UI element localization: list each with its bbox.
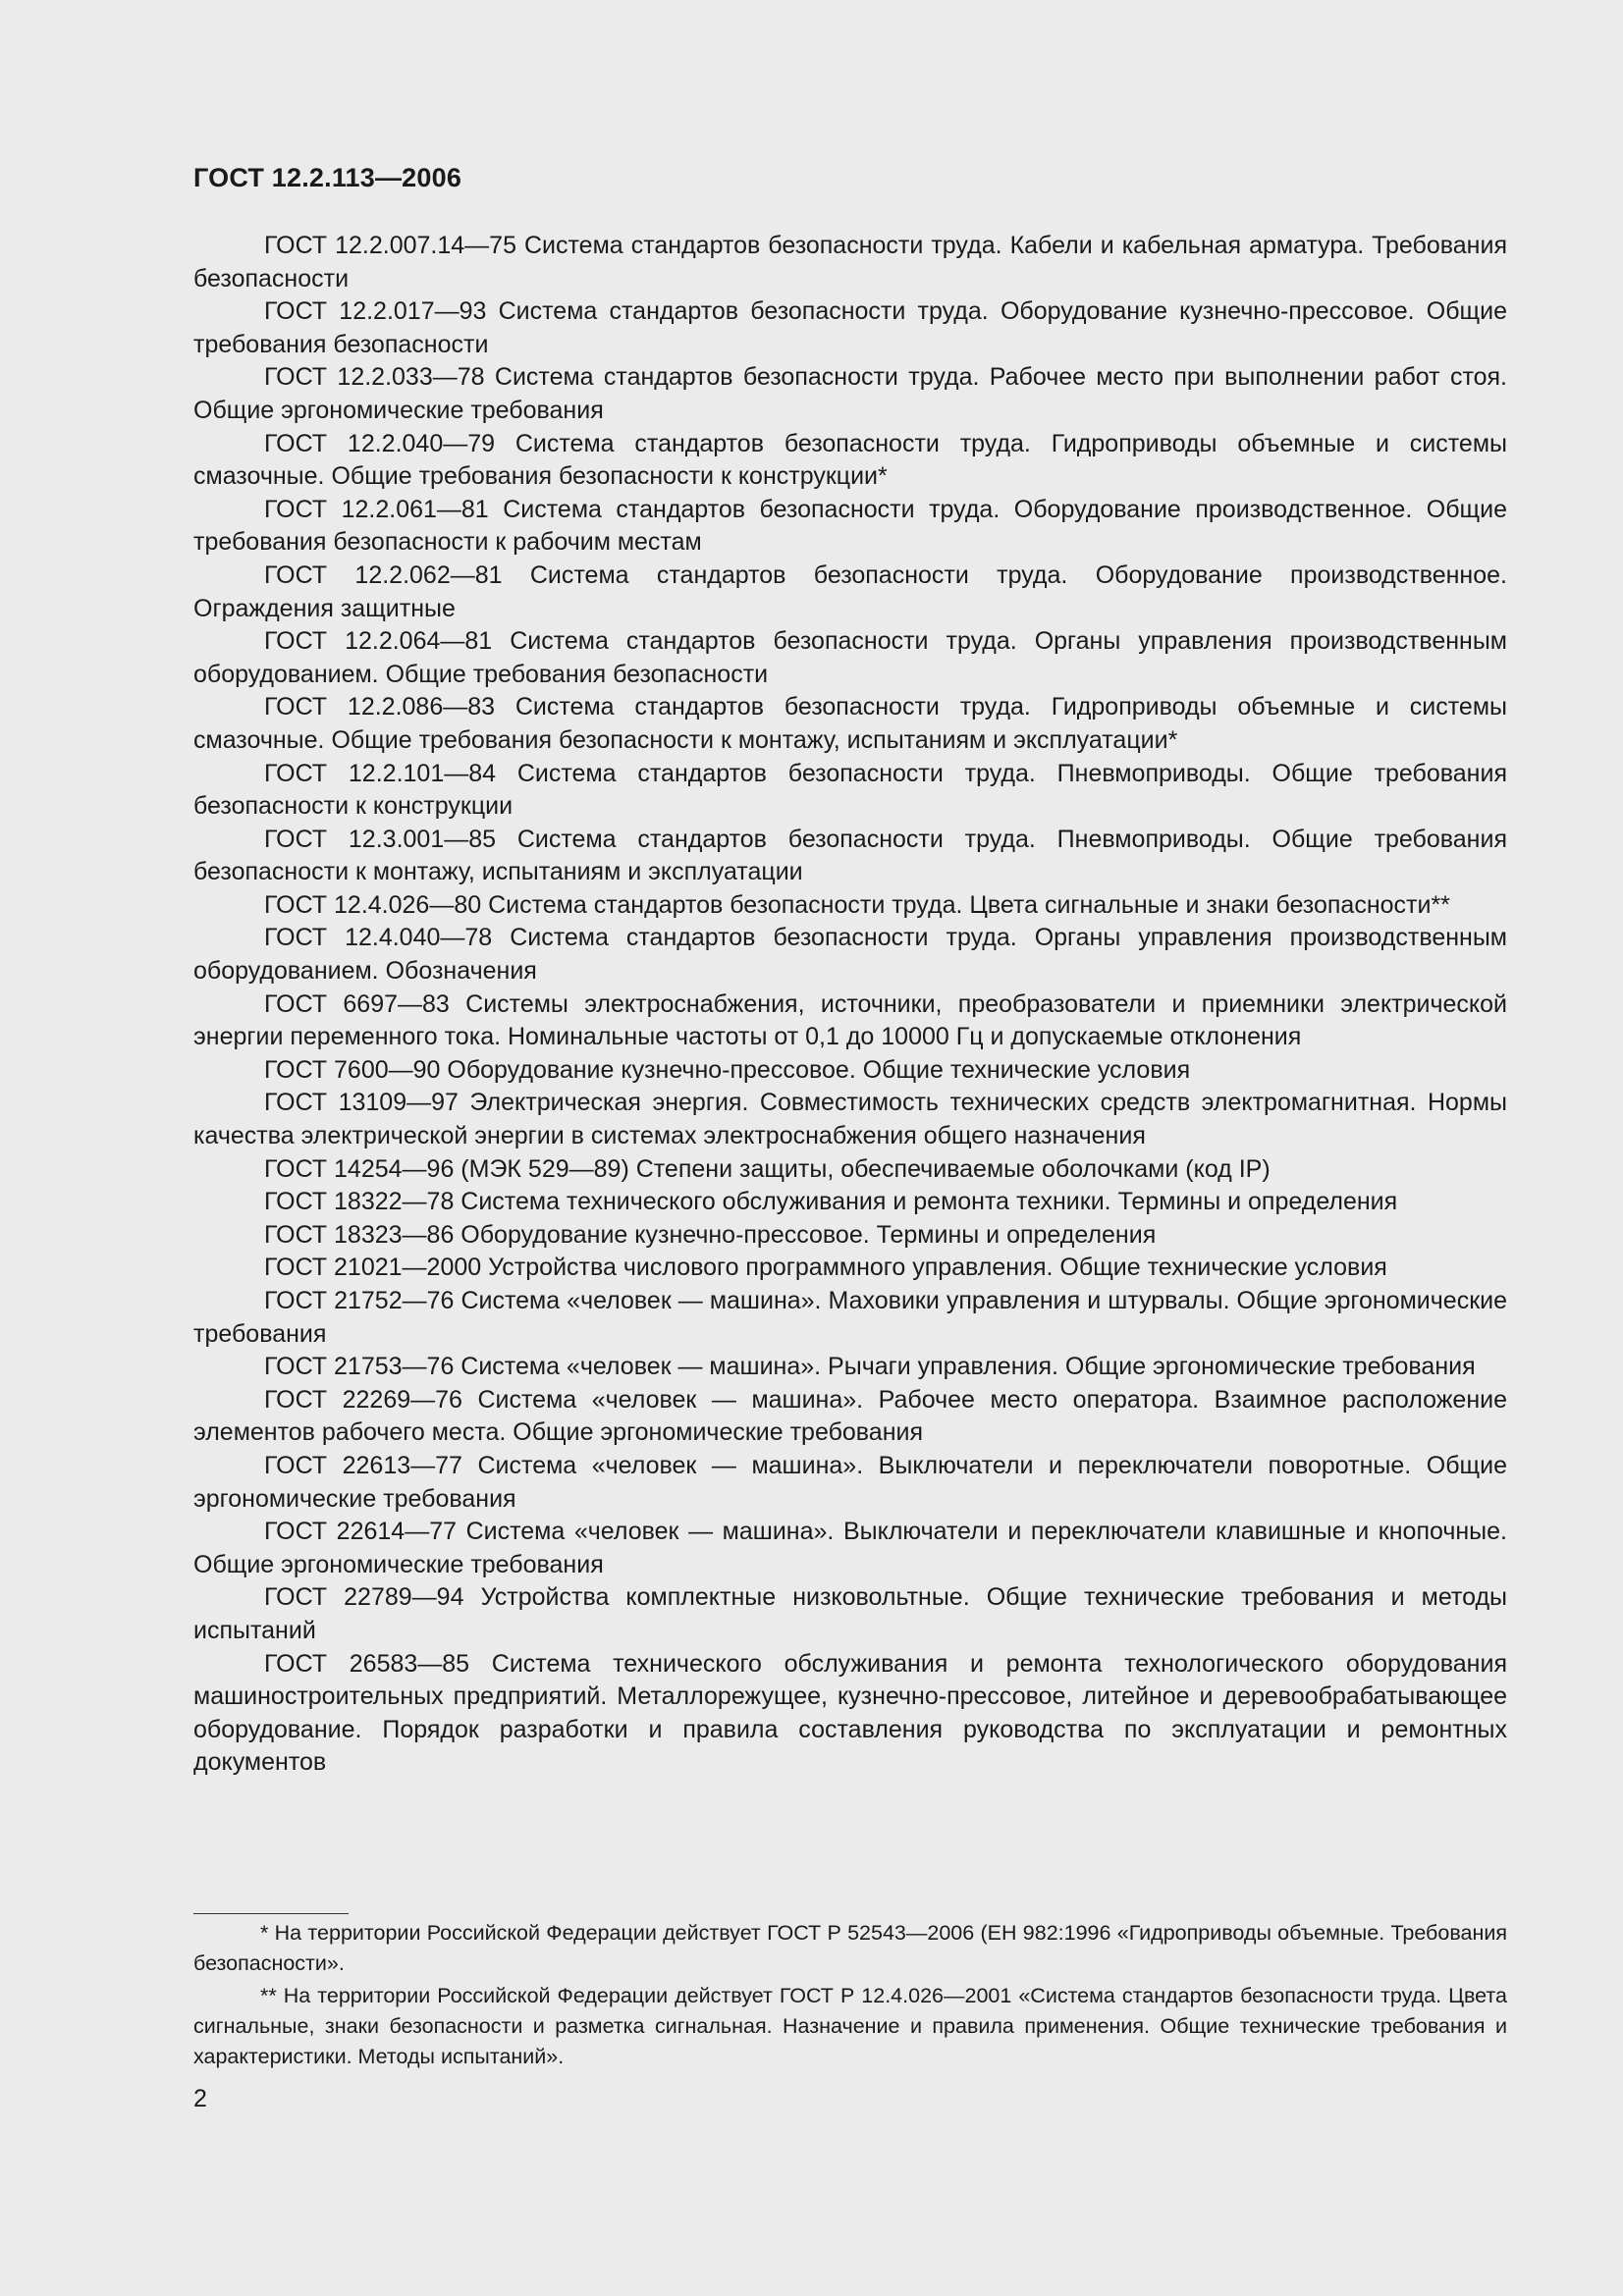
reference-item: ГОСТ 12.2.007.14—75 Система стандартов безопасности труда. Кабели и кабельная арматура. Требования безопасности — [193, 232, 1507, 293]
reference-item: ГОСТ 12.2.062—81 Система стандартов безопасности труда. Оборудование производственное. Ограждения защитные — [193, 561, 1507, 622]
reference-item: ГОСТ 12.2.101—84 Система стандартов безопасности труда. Пневмоприводы. Общие требования безопасности к конструкции — [193, 759, 1507, 821]
reference-item: ГОСТ 22789—94 Устройства комплектные низковольтные. Общие технические требования и методы испытаний — [193, 1583, 1507, 1644]
reference-item: ГОСТ 21753—76 Система «человек — машина». Рычаги управления. Общие эргономические требования — [264, 1353, 1476, 1381]
normative-references-list — [193, 230, 1507, 1780]
reference-item: ГОСТ 12.4.040—78 Система стандартов безопасности труда. Органы управления производственным оборудованием. Обозначения — [193, 924, 1507, 986]
reference-item: ГОСТ 12.2.061—81 Система стандартов безопасности труда. Оборудование производственное. Общие требования безопасности к рабочим местам — [193, 495, 1507, 557]
reference-item: ГОСТ 12.4.026—80 Система стандартов безопасности труда. Цвета сигнальные и знаки безопасности** — [264, 890, 1450, 919]
reference-item: ГОСТ 12.2.040—79 Система стандартов безопасности труда. Гидроприводы объемные и системы смазочные. Общие требования безопасности к конструкции* — [193, 429, 1507, 491]
reference-item: ГОСТ 13109—97 Электрическая энергия. Совместимость технических средств электромагнитная. Нормы качества электрической энергии в системах электроснабжения общего назначения — [193, 1089, 1507, 1150]
reference-item: ГОСТ 12.3.001—85 Система стандартов безопасности труда. Пневмоприводы. Общие требования безопасности к монтажу, испытаниям и эксплуатации — [193, 825, 1507, 886]
reference-item: ГОСТ 22614—77 Система «человек — машина». Выключатели и переключатели клавишные и кнопочные. Общие эргономические требования — [193, 1518, 1507, 1578]
footnote-item: * На территории Российской Федерации действует ГОСТ Р 52543—2006 (ЕН 982:1996 «Гидроприводы объемные. Требования безопасности». — [193, 1921, 1507, 1975]
page-number: 2 — [193, 2085, 207, 2112]
footnotes — [193, 1918, 1507, 2074]
reference-item: ГОСТ 12.2.017—93 Система стандартов безопасности труда. Оборудование кузнечно-прессовое. Общие требования безопасности — [193, 297, 1507, 358]
reference-item: ГОСТ 12.2.064—81 Система стандартов безопасности труда. Органы управления производственным оборудованием. Общие требования безопасности — [193, 627, 1507, 688]
reference-item: ГОСТ 21752—76 Система «человек — машина». Маховики управления и штурвалы. Общие эргономические требования — [193, 1287, 1507, 1348]
reference-item: ГОСТ 22269—76 Система «человек — машина». Рабочее место оператора. Взаимное расположение элементов рабочего места. Общие эргономические требования — [193, 1385, 1507, 1447]
footnote-divider — [193, 1913, 349, 1914]
reference-item: ГОСТ 18323—86 Оборудование кузнечно-прессовое. Термины и определения — [264, 1220, 1157, 1249]
reference-item: ГОСТ 12.2.033—78 Система стандартов безопасности труда. Рабочее место при выполнении работ стоя. Общие эргономические требования — [193, 363, 1507, 424]
reference-item: ГОСТ 21021—2000 Устройства числового программного управления. Общие технические условия — [264, 1254, 1387, 1282]
reference-item: ГОСТ 6697—83 Системы электроснабжения, источники, преобразователи и приемники электрической энергии переменного тока. Номинальные частоты от 0,1 до 10000 Гц и допускаемые отклонения — [193, 989, 1507, 1051]
reference-item: ГОСТ 12.2.086—83 Система стандартов безопасности труда. Гидроприводы объемные и системы смазочные. Общие требования безопасности к монтажу, испытаниям и эксплуатации* — [193, 693, 1507, 754]
reference-item: ГОСТ 7600—90 Оборудование кузнечно-прессовое. Общие технические условия — [264, 1055, 1191, 1084]
reference-item: ГОСТ 14254—96 (МЭК 529—89) Степени защиты, обеспечиваемые оболочками (код IP) — [264, 1154, 1271, 1183]
reference-item: ГОСТ 26583—85 Система технического обслуживания и ремонта технологического оборудования машиностроительных предприятий. Металлорежущее, кузнечно-прессовое, литейное и деревообрабатывающее оборудование. Порядок разработки и правила составления руководства по эксплуатации и ремонтных документов — [193, 1649, 1507, 1777]
reference-item: ГОСТ 22613—77 Система «человек — машина». Выключатели и переключатели поворотные. Общие эргономические требования — [193, 1451, 1507, 1513]
document-header: ГОСТ 12.2.113—2006 — [193, 163, 462, 192]
footnote-item: ** На территории Российской Федерации действует ГОСТ Р 12.4.026—2001 «Система стандартов безопасности труда. Цвета сигнальные, знаки безопасности и разметка сигнальная. Назначение и правила применения. Общие технические требования и характеристики. Методы испытаний». — [193, 1984, 1507, 2068]
reference-item: ГОСТ 18322—78 Система технического обслуживания и ремонта техники. Термины и определения — [264, 1188, 1398, 1216]
